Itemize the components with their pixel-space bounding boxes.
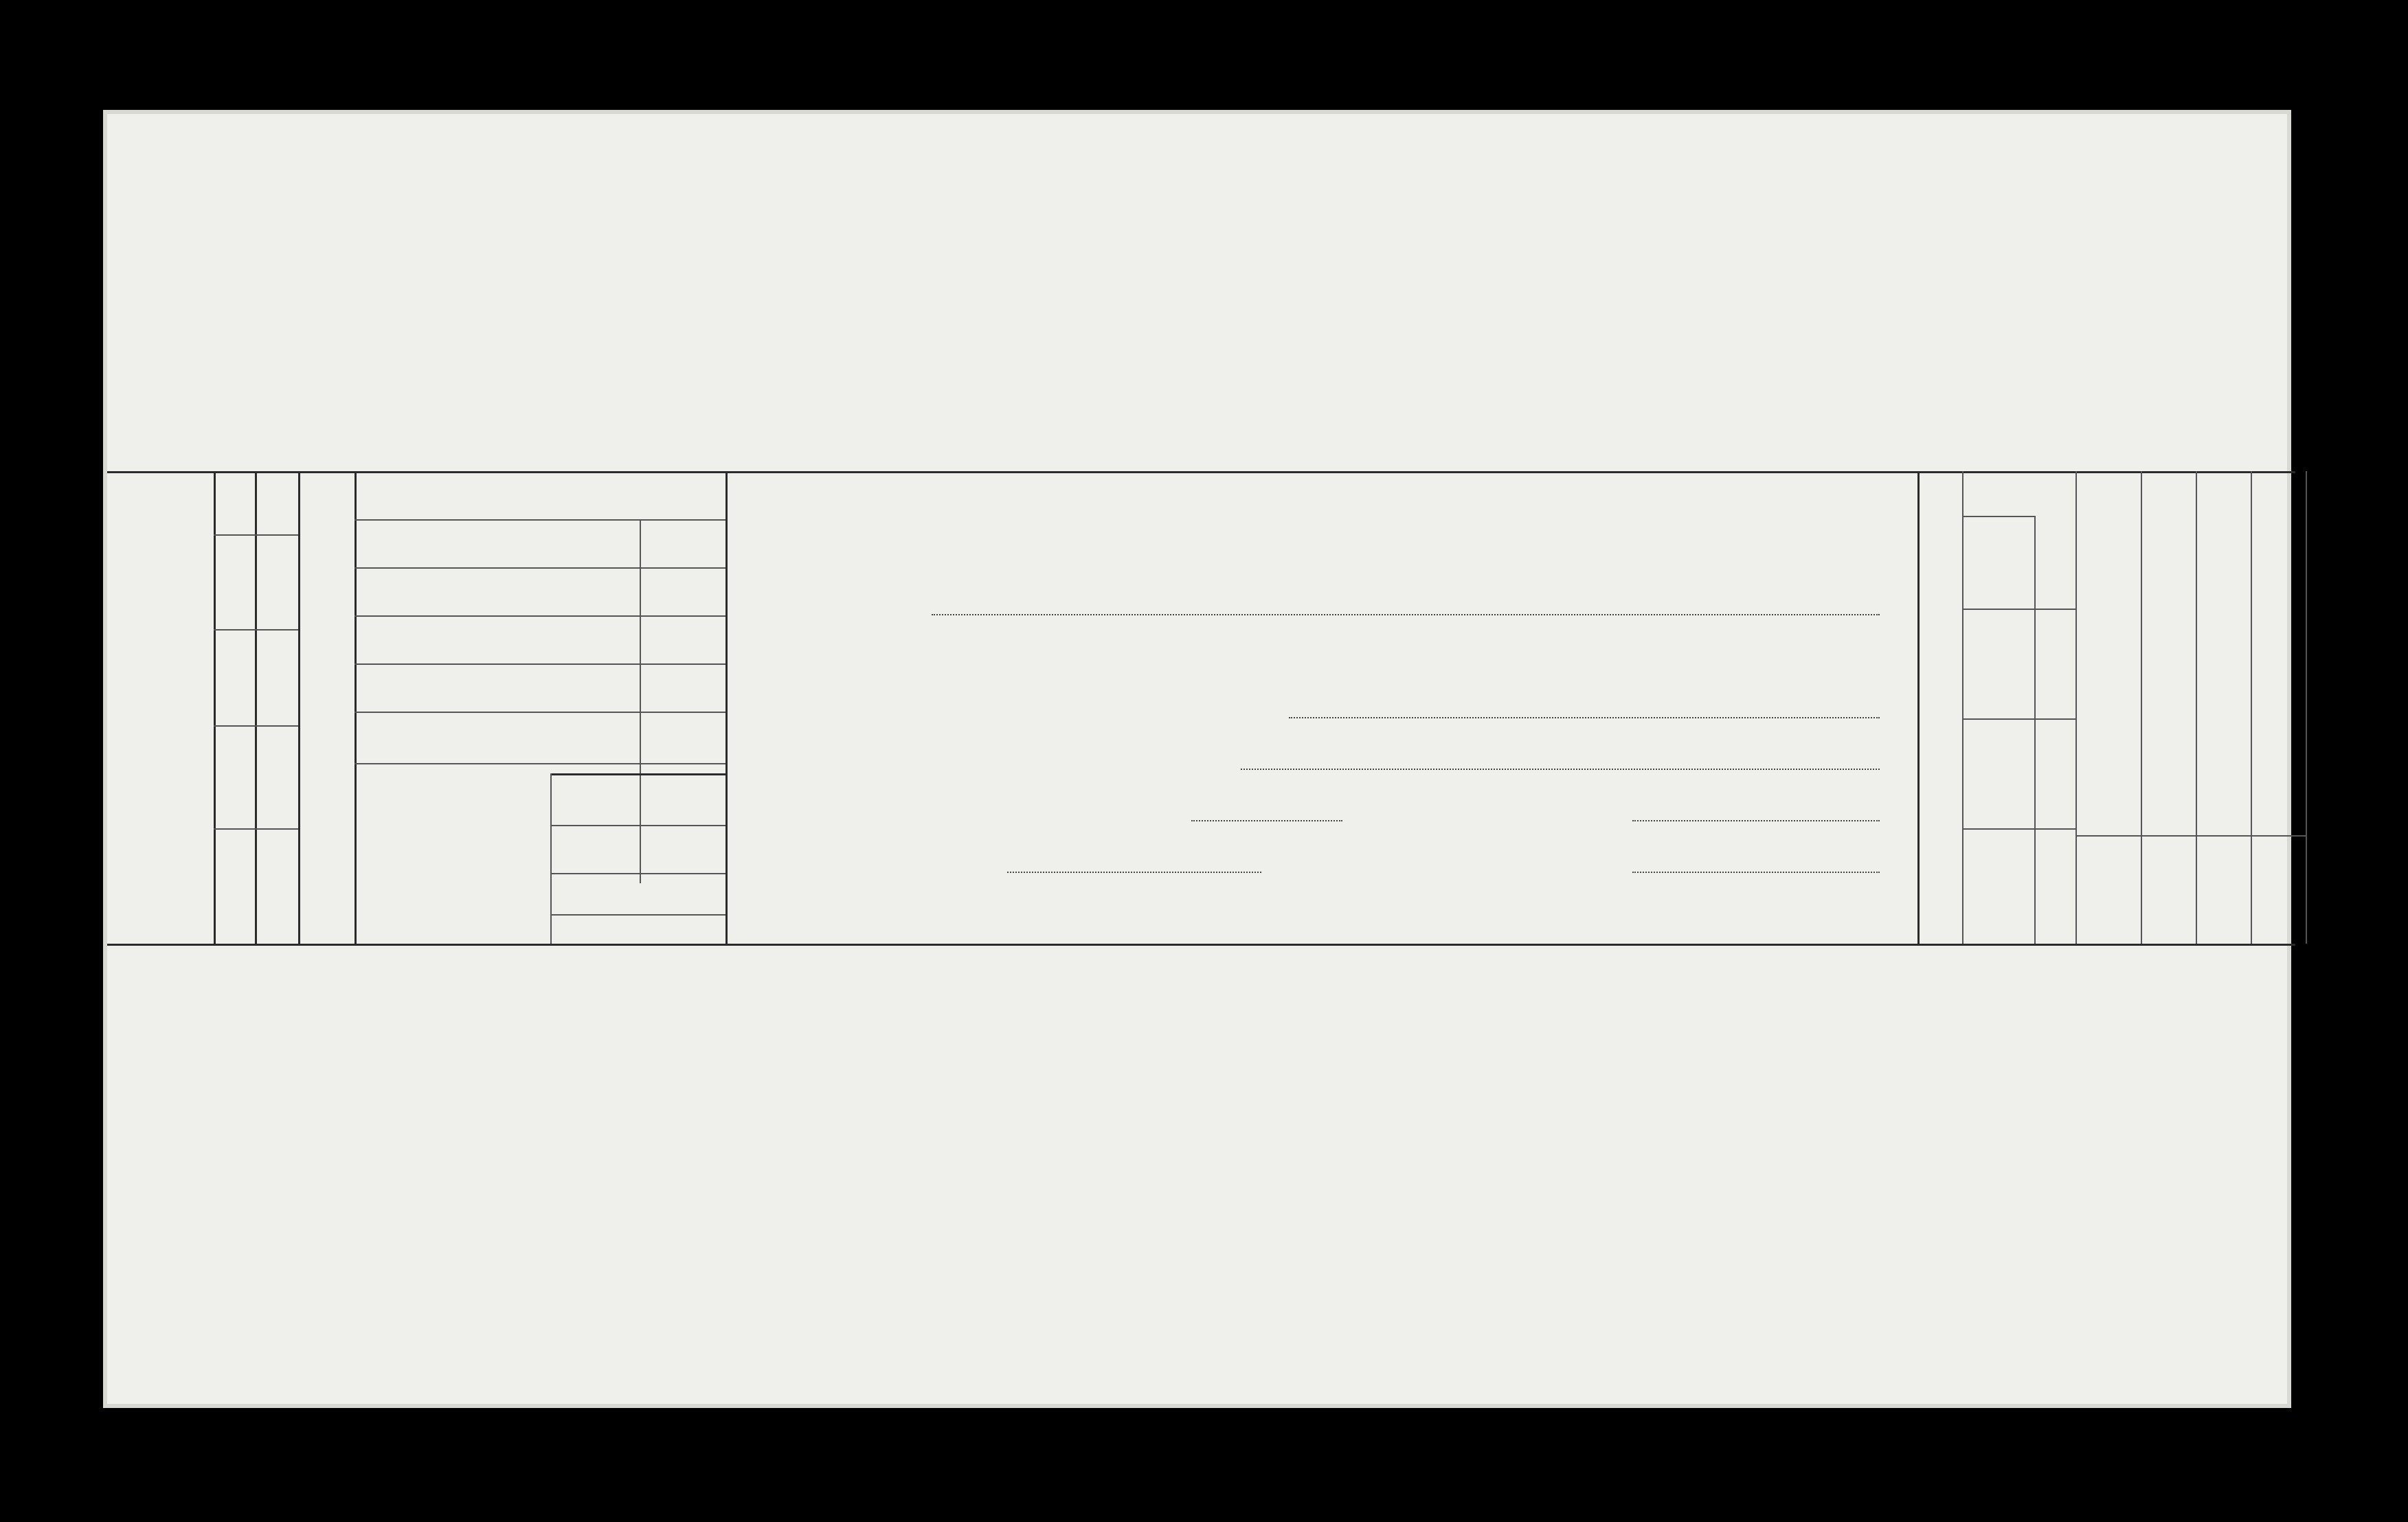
hired-sdelnykh	[257, 832, 297, 935]
itogo-dush	[2000, 519, 2034, 605]
zhen-vsego	[2000, 615, 2034, 718]
hired-title	[301, 485, 353, 931]
hired-godovykh	[257, 506, 297, 622]
muzh-vsego	[2000, 863, 2034, 931]
census-card	[103, 110, 2291, 1408]
hired-podennykh	[257, 732, 297, 821]
population-title	[1920, 499, 1961, 924]
muzh-working	[2000, 725, 2034, 828]
muzhchiny-head	[1964, 725, 1999, 931]
zhenshchiny-head	[1964, 615, 1999, 718]
hired-srokovykh	[257, 636, 297, 725]
